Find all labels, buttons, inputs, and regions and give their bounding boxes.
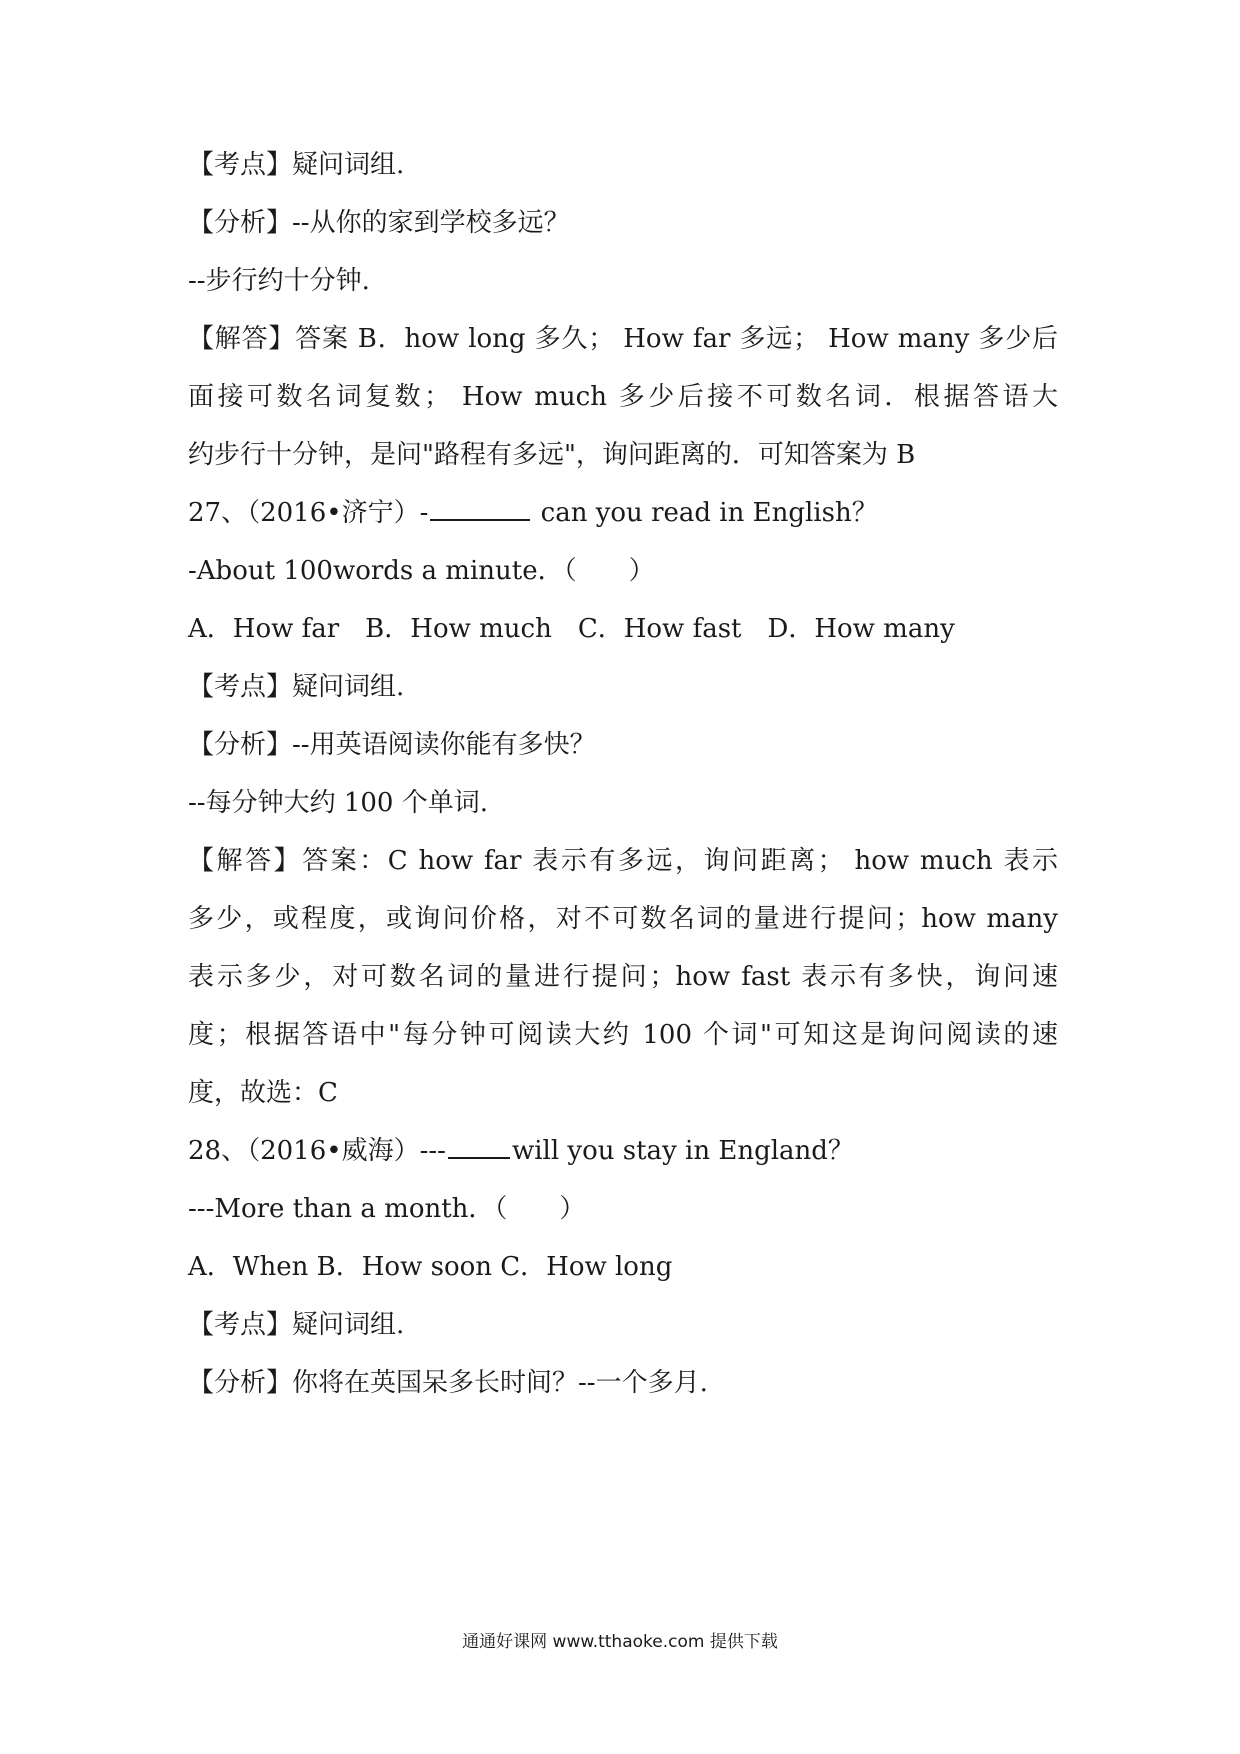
jieda-text: 多少，或程度，或询问价格，对不可数名词的量进行提问；how many: [188, 904, 1058, 934]
jieda-text: 度，故选：C: [188, 1078, 338, 1108]
jieda-text: 【解答】答案 B．how long 多久； How far 多远； How many 多少后: [188, 324, 1058, 354]
kaodian-label: 【考点】疑问词组.: [188, 672, 405, 702]
fenxi-text: --步行约十分钟.: [188, 266, 370, 296]
fenxi-text: --每分钟大约 100 个单词.: [188, 788, 488, 818]
question-28-options: A．When B．How soon C．How long: [188, 1252, 673, 1282]
question-27-answer: -About 100words a minute．（ ）: [188, 556, 655, 586]
question-28: [188, 1131, 1058, 1171]
jieda-text: 【解答】答案：C how far 表示有多远，询问距离； how much 表示: [188, 846, 1058, 876]
question-28-answer: ---More than a month．（ ）: [188, 1194, 586, 1224]
page-footer: 通通好课网 www.tthaoke.com 提供下载: [462, 1632, 778, 1652]
answer-blank: [448, 1131, 510, 1159]
question-28-suffix: will you stay in England？: [511, 1136, 854, 1166]
fenxi-text: 【分析】--从你的家到学校多远？: [188, 208, 570, 238]
fenxi-text: 【分析】你将在英国呆多长时间？--一个多月.: [188, 1368, 708, 1398]
jieda-text: 约步行十分钟，是问"路程有多远"，询问距离的．可知答案为 B: [188, 440, 916, 470]
jieda-text: 表示多少，对可数名词的量进行提问；how fast 表示有多快，询问速: [188, 962, 1058, 992]
kaodian-label: 【考点】疑问词组.: [188, 1310, 405, 1340]
jieda-text: 度；根据答语中"每分钟可阅读大约 100 个词"可知这是询问阅读的速: [188, 1020, 1058, 1050]
question-27-prefix: 27、（2016•济宁）-: [188, 498, 429, 528]
question-27-suffix: can you read in English？: [532, 498, 878, 528]
kaodian-label: 【考点】疑问词组.: [188, 150, 405, 180]
question-28-prefix: 28、（2016•威海）---: [188, 1136, 446, 1166]
fenxi-text: 【分析】--用英语阅读你能有多快？: [188, 730, 596, 760]
question-27-options: A．How far B．How much C．How fast D．How many: [188, 614, 955, 644]
question-27: [188, 493, 1058, 533]
jieda-text: 面接可数名词复数； How much 多少后接不可数名词．根据答语大: [188, 382, 1058, 412]
answer-blank: [430, 493, 530, 521]
